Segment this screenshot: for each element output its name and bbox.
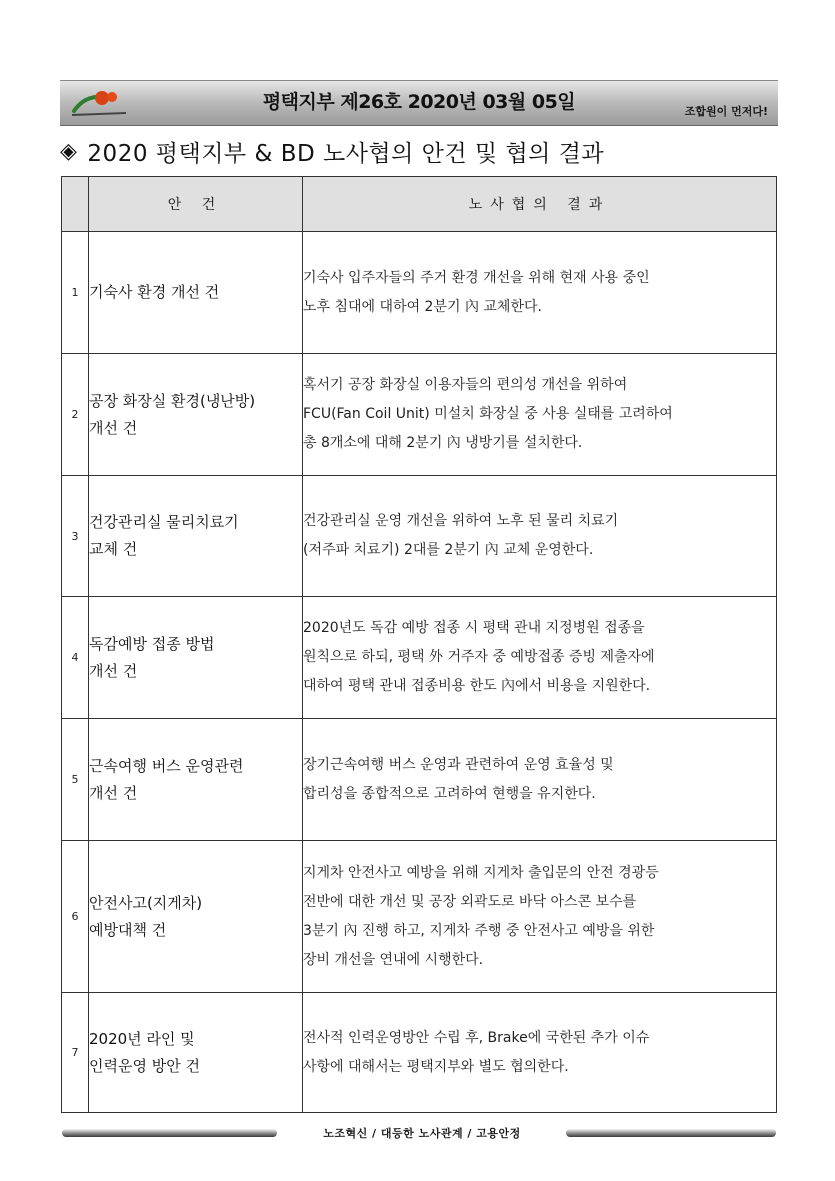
footer-bar-right bbox=[566, 1129, 776, 1137]
diamond-bullet-icon: ◈ bbox=[60, 138, 78, 164]
result-line: FCU(Fan Coil Unit) 미설치 화장실 중 사용 실태를 고려하여 bbox=[303, 406, 673, 422]
agenda-item bbox=[89, 719, 303, 841]
result-line: 장비 개선을 연내에 시행한다. bbox=[303, 951, 484, 968]
result-line: 지게차 안전사고 예방을 위해 지게차 출입문의 안전 경광등 bbox=[303, 864, 659, 881]
result-line: 장기근속여행 버스 운영과 관련하여 운영 효율성 및 bbox=[303, 756, 614, 773]
page-title-text: 2020 평택지부 & BD 노사협의 안건 및 협의 결과 bbox=[87, 140, 605, 167]
agenda-item bbox=[89, 476, 303, 597]
result-line: 총 8개소에 대해 2분기 內 냉방기를 설치한다. bbox=[303, 435, 583, 451]
agenda-item-line: 건강관리실 물리치료기 bbox=[89, 513, 239, 531]
result-line: 원칙으로 하되, 평택 外 거주자 중 예방접종 증빙 제출자에 bbox=[303, 649, 655, 665]
agreement-result bbox=[303, 597, 777, 719]
agenda-item-line: 근속여행 버스 운영관련 bbox=[89, 756, 244, 775]
agenda-item-line: 개선 건 bbox=[89, 661, 138, 680]
agenda-item-line: 독감예방 접종 방법 bbox=[89, 634, 215, 653]
table-row bbox=[62, 476, 777, 597]
result-line: 노후 침대에 대하여 2분기 內 교체한다. bbox=[303, 298, 542, 315]
table-header-row bbox=[62, 177, 777, 232]
result-line: 대하여 평택 관내 접종비용 한도 內에서 비용을 지원한다. bbox=[303, 678, 651, 694]
header-result: 노사협의 결과 bbox=[303, 177, 777, 232]
page-title bbox=[60, 134, 778, 168]
result-line: 사항에 대해서는 평택지부와 별도 협의한다. bbox=[303, 1058, 569, 1075]
result-line: 혹서기 공장 화장실 이용자들의 편의성 개선을 위하여 bbox=[303, 377, 628, 393]
result-line: 합리성을 종합적으로 고려하여 현행을 유지한다. bbox=[303, 785, 596, 802]
header-item: 안 건 bbox=[89, 177, 303, 232]
agenda-item bbox=[89, 354, 303, 476]
row-number: 3 bbox=[62, 476, 89, 597]
agenda-item bbox=[89, 597, 303, 719]
table-row bbox=[62, 597, 777, 719]
row-number: 7 bbox=[62, 993, 89, 1113]
agreement-result bbox=[303, 354, 777, 476]
agenda-item-line: 개선 건 bbox=[89, 418, 138, 437]
agenda-item-line: 기숙사 환경 개선 건 bbox=[89, 283, 220, 301]
header-motto: 조합원이 먼저다! bbox=[684, 105, 768, 118]
agenda-item-line: 교체 건 bbox=[89, 540, 138, 558]
row-number: 1 bbox=[62, 232, 89, 354]
result-line: 기숙사 입주자들의 주거 환경 개선을 위해 현재 사용 중인 bbox=[303, 269, 650, 286]
table-row bbox=[62, 993, 777, 1113]
result-line: 2020년도 독감 예방 접종 시 평택 관내 지정병원 접종을 bbox=[303, 620, 645, 636]
footer-bar-left bbox=[62, 1129, 277, 1137]
agenda-item bbox=[89, 841, 303, 993]
agenda-item bbox=[89, 993, 303, 1113]
table-row bbox=[62, 841, 777, 993]
agreement-result bbox=[303, 232, 777, 354]
agenda-item-line: 예방대책 건 bbox=[89, 920, 167, 939]
agreement-result bbox=[303, 476, 777, 597]
header-num-cell bbox=[62, 177, 89, 232]
result-line: (저주파 치료기) 2대를 2분기 內 교체 운영한다. bbox=[303, 542, 594, 558]
agenda-item-line: 개선 건 bbox=[89, 783, 138, 802]
result-line: 건강관리실 운영 개선을 위하여 노후 된 물리 치료기 bbox=[303, 513, 619, 529]
agenda-item-line: 안전사고(지게차) bbox=[89, 893, 203, 912]
agenda-table bbox=[61, 176, 777, 1113]
agreement-result bbox=[303, 993, 777, 1113]
table-row bbox=[62, 354, 777, 476]
row-number: 4 bbox=[62, 597, 89, 719]
table-row bbox=[62, 232, 777, 354]
result-line: 3분기 內 진행 하고, 지게차 주행 중 안전사고 예방을 위한 bbox=[303, 922, 655, 939]
table-row bbox=[62, 719, 777, 841]
agreement-result bbox=[303, 719, 777, 841]
issue-info: 평택지부 제26호 2020년 03월 05일 bbox=[262, 91, 576, 113]
result-line: 전사적 인력운영방안 수립 후, Brake에 국한된 추가 이슈 bbox=[303, 1029, 650, 1046]
agenda-item-line: 인력운영 방안 건 bbox=[89, 1056, 200, 1075]
result-line: 전반에 대한 개선 및 공장 외곽도로 바닥 아스콘 보수를 bbox=[303, 893, 637, 910]
agreement-result bbox=[303, 841, 777, 993]
agenda-item-line: 공장 화장실 환경(냉난방) bbox=[89, 391, 256, 410]
newsletter-header bbox=[60, 80, 778, 126]
row-number: 2 bbox=[62, 354, 89, 476]
row-number: 5 bbox=[62, 719, 89, 841]
footer bbox=[62, 1126, 776, 1140]
agenda-item bbox=[89, 232, 303, 354]
row-number: 6 bbox=[62, 841, 89, 993]
footer-slogan: 노조혁신 / 대등한 노사관계 / 고용안정 bbox=[323, 1127, 521, 1140]
agenda-item-line: 2020년 라인 및 bbox=[89, 1029, 195, 1048]
